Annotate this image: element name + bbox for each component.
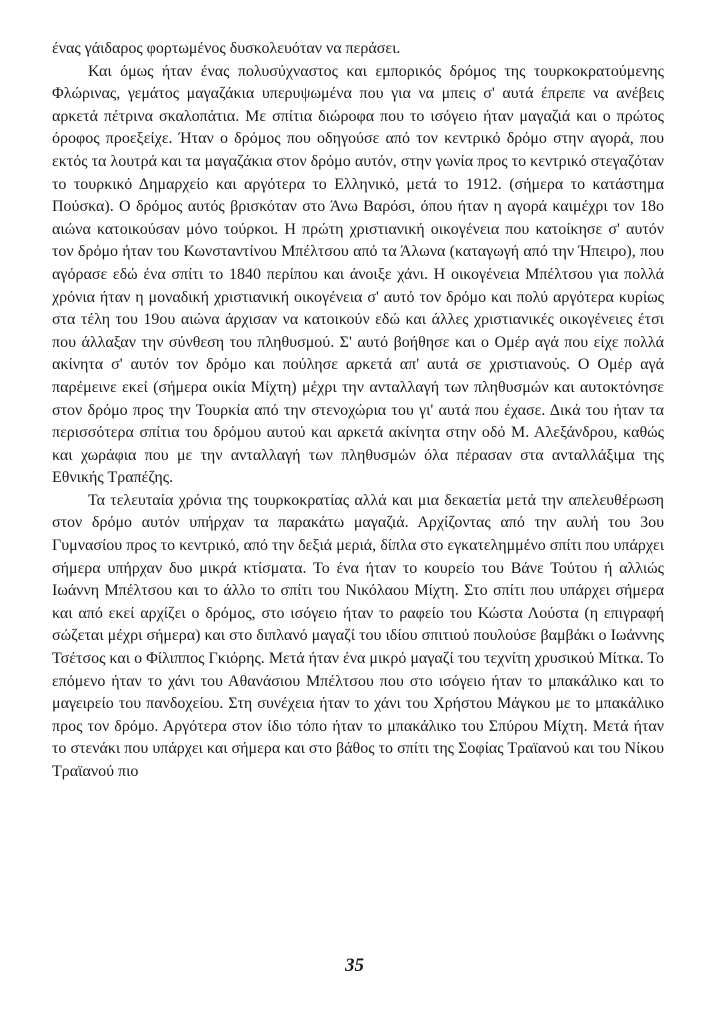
paragraph-continuation: ένας γάιδαρος φορτωμένος δυσκολευόταν να περάσει. xyxy=(52,40,401,57)
paragraph-street-history: Και όμως ήταν ένας πολυσύχναστος και εμπορικός δρόμος της τουρκοκρατούμενης Φλώρινας, γεμάτος μαγαζάκια υπερυψωμένα που για να μπεις σ' αυτά έπρεπε να ανέβεις αρκετά πέτρινα σκαλοπάτια. Με σπίτια διώροφα που το ισόγειο ήταν μαγαζιά και ο πρώτος όροφος προεξείχε. Ήταν ο δρόμος που οδηγούσε από τον κεντρικό δρόμο στην αγορά, που εκτός τα λουτρά και τα μαγαζάκια στον δρόμο αυτόν, στην γωνία προς το κεντρικό στεγαζόταν το τουρκικό Δημαρχείο και αργότερα το Ελληνικό, μετά το 1912. (σήμερα το κατάστημα Πούσκα). Ο δρόμος αυτός βρισκόταν στο Άνω Βαρόσι, όπου ήταν η αγορά καιμέχρι τον 18ο αιώνα κατοικούσαν μόνο τούρκοι. Η πρώτη χριστιανική οικογένεια που κατοίκησε σ' αυτόν τον δρόμο ήταν του Κωνσταντίνου Μπέλτσου από τα Άλωνα (καταγωγή από την Ήπειρο), που αγόρασε εδώ ένα σπίτι το 1840 περίπου και άνοιξε χάνι. Η οικογένεια Μπέλτσου για πολλά χρόνια ήταν η μοναδική χριστιανική οικογένεια σ' αυτό τον δρόμο και πολύ αργότερα κυρίως στα τέλη του 19ου αιώνα άρχισαν να κατοικούν εδώ και άλλες χριστιανικές οικογένειες έτσι που άλλαξαν την σύνθεση του πληθυσμού. Σ' αυτό βοήθησε και ο Ομέρ αγά που είχε πολλά ακίνητα σ' αυτόν τον δρόμο και πούλησε αρκετά απ' αυτά σε χριστιανούς. Ο Ομέρ αγά παρέμεινε εκεί (σήμερα οικία Μίχτη) μέχρι την ανταλλαγή των πληθυσμών και αυτοκτόνησε στον δρόμο προς την Τουρκία από την στενοχώρια του γι' αυτά που έχασε. Δικά του ήταν τα περισσότερα σπίτια του δρόμου αυτού και αρκετά ακίνητα στην οδό Μ. Αλεξάνδρου, καθώς και χωράφια που με την ανταλλαγή των πληθυσμών όλα πέρασαν στα ανταλλάξιμα της Εθνικής Τραπέζης. xyxy=(52,62,664,487)
paragraph-shops: Τα τελευταία χρόνια της τουρκοκρατίας αλλά και μια δεκαετία μετά την απελευθέρωση στον δρόμο αυτόν υπήρχαν τα παρακάτω μαγαζιά. Αρχίζοντας από την αυλή του 3ου Γυμνασίου προς το κεντρικό, από την δεξιά μεριά, δίπλα στο εγκατελημμένο σπίτι που υπάρχει σήμερα υπήρχαν δυο μικρά κτίσματα. Το ένα ήταν το κουρείο του Βάνε Τούτου ή αλλιώς Ιωάννη Μπέλτσου και το άλλο το σπίτι του Νικόλαου Μίχτη. Στο σπίτι που υπάρχει σήμερα και από εκεί αρχίζει ο δρόμος, στο ισόγειο ήταν το ραφείο του Κώστα Λούστα (η επιγραφή σώζεται μέχρι σήμερα) και στο διπλανό μαγαζί του ιδίου σπιτιού πουλούσε βαμβάκι ο Ιωάννης Τσέτσος και ο Φίλιππος Γκιόρης. Μετά ήταν ένα μικρό μαγαζί του τεχνίτη χρυσικού Μίτκα. Το επόμενο ήταν το χάνι του Αθανάσιου Μπέλτσου που στο ισόγειο ήταν το μπακάλικο και το μαγειρείο του πανδοχείου. Στη συνέχεια ήταν το χάνι του Χρήστου Μάγκου με το μπακάλικο προς τον δρόμο. Αργότερα στον ίδιο τόπο ήταν το μπακάλικο του Σπύρου Μίχτη. Μετά ήταν το στενάκι που υπάρχει και σήμερα και στο βάθος το σπίτι της Σοφίας Τραϊανού και του Νίκου Τραϊανού πιο xyxy=(52,491,664,780)
page-number: 35 xyxy=(345,955,364,976)
page-body xyxy=(52,38,664,784)
